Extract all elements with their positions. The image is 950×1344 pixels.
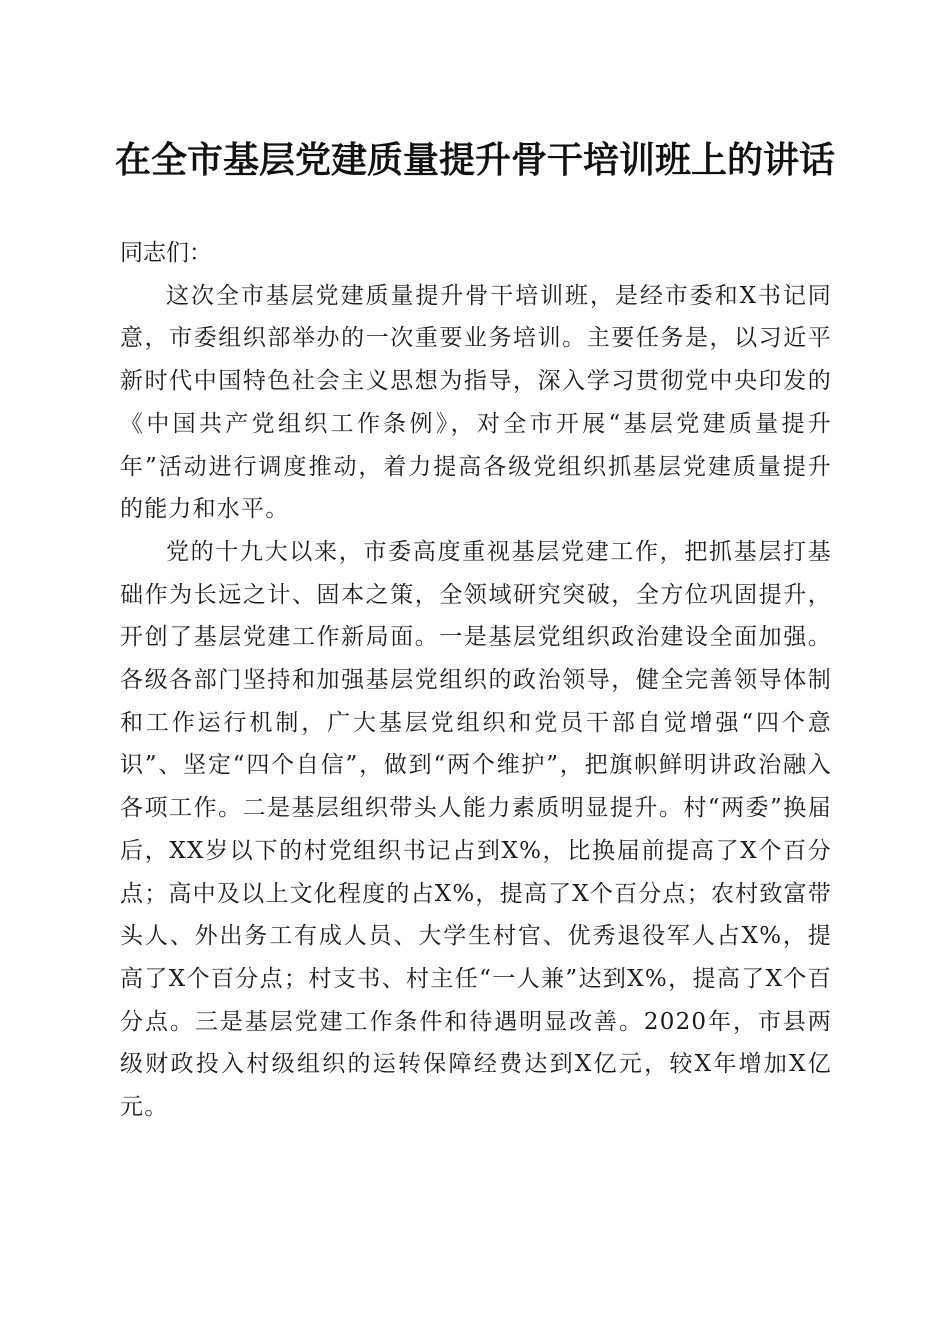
paragraph-intro: 这次全市基层党建质量提升骨干培训班，是经市委和X书记同意，市委组织部举办的一次重要业务培训。主要任务是，以习近平新时代中国特色社会主义思想为指导，深入学习贯彻党中央印发的《中国共产党组织工作条例》，对全市开展“基层党建质量提升年”活动进行调度推动，着力提高各级党组织抓基层党建质量提升的能力和水平。 bbox=[120, 282, 832, 523]
salutation: 同志们： bbox=[120, 240, 212, 266]
document-body bbox=[120, 232, 832, 1129]
paragraph-achievements: 党的十九大以来，市委高度重视基层党建工作，把抓基层打基础作为长远之计、固本之策，全领域研究突破，全方位巩固提升，开创了基层党建工作新局面。一是基层党组织政治建设全面加强。各级各部门坚持和加强基层党组织的政治领导，健全完善领导体制和工作运行机制，广大基层党组织和党员干部自觉增强“四个意识”、坚定“四个自信”，做到“两个维护”，把旗帜鲜明讲政治融入各项工作。二是基层组织带头人能力素质明显提升。村“两委”换届后，XX岁以下的村党组织书记占到X%，比换届前提高了X个百分点；高中及以上文化程度的占X%，提高了X个百分点；农村致富带头人、外出务工有成人员、大学生村官、优秀退役军人占X%，提高了X个百分点；村支书、村主任“一人兼”达到X%，提高了X个百分点。三是基层党建工作条件和待遇明显改善。2020年，市县两级财政投入村级组织的运转保障经费达到X亿元，较X年增加X亿元。 bbox=[120, 538, 832, 1121]
document-title: 在全市基层党建质量提升骨干培训班上的讲话 bbox=[114, 139, 835, 181]
